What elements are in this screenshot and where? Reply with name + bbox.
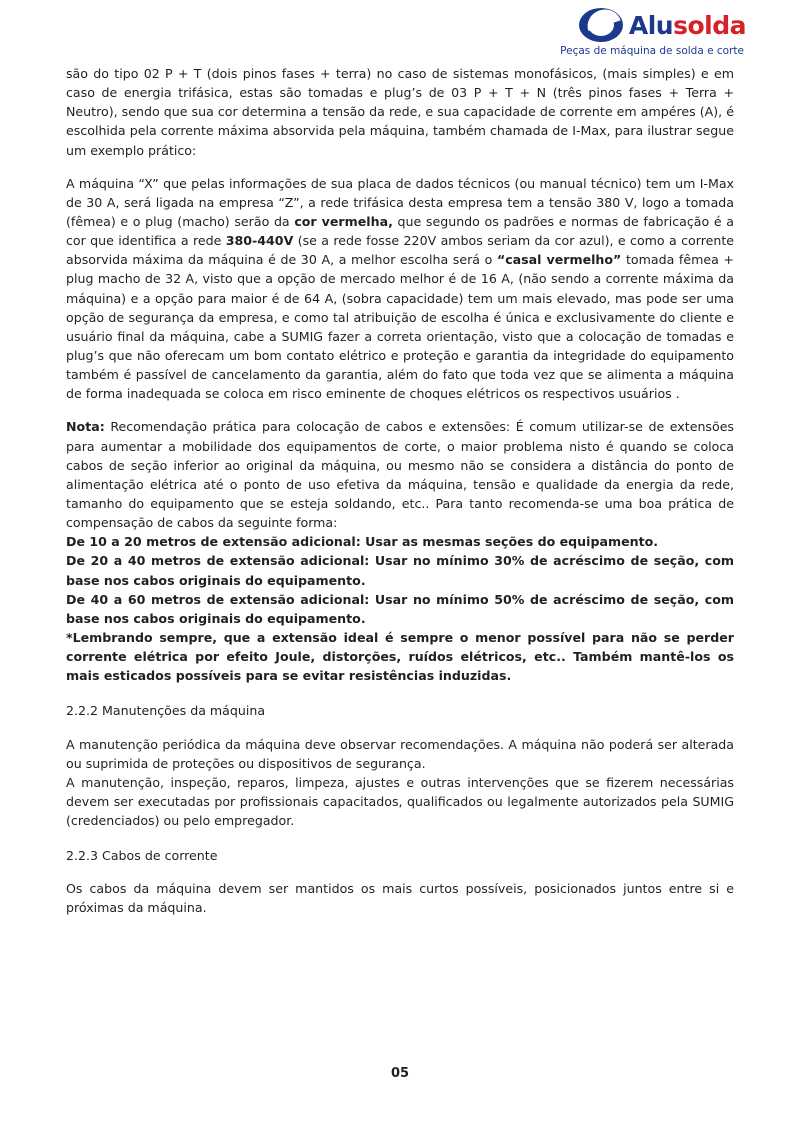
paragraph-cables: Os cabos da máquina devem ser mantidos os mais curtos possíveis, posicionados juntos entre si e próximas da máquina. xyxy=(66,881,734,916)
page-number: 05 xyxy=(390,1066,410,1081)
paragraph-example xyxy=(66,174,734,404)
paragraph-nota xyxy=(66,417,734,532)
heading-2-2-2: 2.2.2 Manutenções da máquina xyxy=(66,703,266,719)
nota-text: Recomendação prática para colocação de cabos e extensões: É comum utilizar-se de extensões para aumentar a mobilidade dos equipamentos de corte, o maior problema nisto é quando se coloca cabos de seção inferior ao original da máquina, ou mesmo não se considera a distância do ponto de alimentação elétrica até o ponto de uso efetiva da máquina, tensão e qualidade da energia da rede, tamanho do equipamento que se esteja soldando, etc.. Para tanto recomenda-se uma boa prática de compensação de cabos da seguinte forma: xyxy=(66,419,734,531)
example-bold-voltage: 380-440V xyxy=(225,233,294,249)
logo-tagline: Peças de máquina de solda e corte xyxy=(560,45,744,57)
logo-wordmark-part2: solda xyxy=(673,10,746,40)
rule-20-40: De 20 a 40 metros de extensão adicional: Usar no mínimo 30% de acréscimo de seção, com base nos cabos originais do equipamento. xyxy=(66,553,734,588)
swoosh-ring-icon xyxy=(579,8,623,42)
heading-2-2-3: 2.2.3 Cabos de corrente xyxy=(66,848,218,864)
example-bold-casal-vermelho: “casal vermelho” xyxy=(496,252,622,268)
logo-row xyxy=(486,8,746,42)
example-text-4: tomada fêmea + plug macho de 32 A, visto que a opção de mercado melhor é de 16 A, (não sendo a corrente máxima da máquina) e a opção para maior é de 64 A, (sobra capacidade) tem um mais elevado, mas pode ser uma opção de segurança da empresa, e como tal atribuição de escolha é única e exclusivamente do cliente e usuário final da máquina, cabe a SUMIG fazer a correta orientação, visto que a colocação de tomadas e plug’s que não oferecam um bom contato elétrico e proteção e garantia da integridade do equipamento também é passível de cancelamento da garantia, além do fato que toda vez que se alimenta a máquina de forma inadequada se coloca em risco eminente de choques elétricos os respectivos usuários . xyxy=(66,252,734,402)
paragraph-maintenance-1: A manutenção periódica da máquina deve observar recomendações. A máquina não poderá ser alterada ou suprimida de proteções ou dispositivos de segurança. xyxy=(66,736,734,771)
rule-reminder: *Lembrando sempre, que a extensão ideal é sempre o menor possível para não se perder corrente elétrica por efeito Joule, distorções, ruídos elétricos, etc.. Também mantê-los os mais esticados possíveis para se evitar resistências induzidas. xyxy=(66,629,734,684)
example-text-3: (se a rede fosse 220V ambos seriam da cor azul), e como a corrente absorvida máxima da máquina é de 30 A, a melhor escolha será o xyxy=(66,233,735,268)
example-bold-cor-vermelha: cor vermelha, xyxy=(294,213,393,229)
paragraph-maintenance-2: A manutenção, inspeção, reparos, limpeza, ajustes e outras intervenções que se fizerem necessárias devem ser executadas por profissionais capacitados, qualificados ou legalmente autorizados pela SUMIG (credenciados) ou pelo empregador. xyxy=(66,774,734,829)
company-logo xyxy=(486,8,746,57)
paragraph-intro: são do tipo 02 P + T (dois pinos fases + terra) no caso de sistemas monofásicos, (mais simples) e em caso de energia trifásica, estas são tomadas e plug’s de 03 P + T + N (três pinos fases + Terra + Neutro), sendo que sua cor determina a tensão da rede, e sua capacidade de corrente em ampéres (A), é escolhida pela corrente máxima absorvida pela máquina, também chamada de I-Max, para ilustrar segue um exemplo prático: xyxy=(66,66,734,158)
logo-wordmark xyxy=(628,10,746,40)
logo-wordmark-part1: Alu xyxy=(628,10,674,40)
document-body xyxy=(66,64,734,918)
example-text-2: que segundo os padrões e normas de fabricação é a cor que identifica a rede xyxy=(66,213,734,249)
rule-10-20: De 10 a 20 metros de extensão adicional: Usar as mesmas seções do equipamento. xyxy=(66,534,659,550)
rule-40-60: De 40 a 60 metros de extensão adicional: Usar no mínimo 50% de acréscimo de seção, com base nos cabos originais do equipamento. xyxy=(66,591,734,626)
nota-label: Nota: xyxy=(66,419,105,435)
example-text-1: A máquina “X” que pelas informações de sua placa de dados técnicos (ou manual técnico) tem um I-Max de 30 A, será ligada na empresa “Z”, a rede trifásica desta empresa tem a tensão 380 V, logo a tomada (fêmea) e o plug (macho) serão da xyxy=(66,175,734,229)
